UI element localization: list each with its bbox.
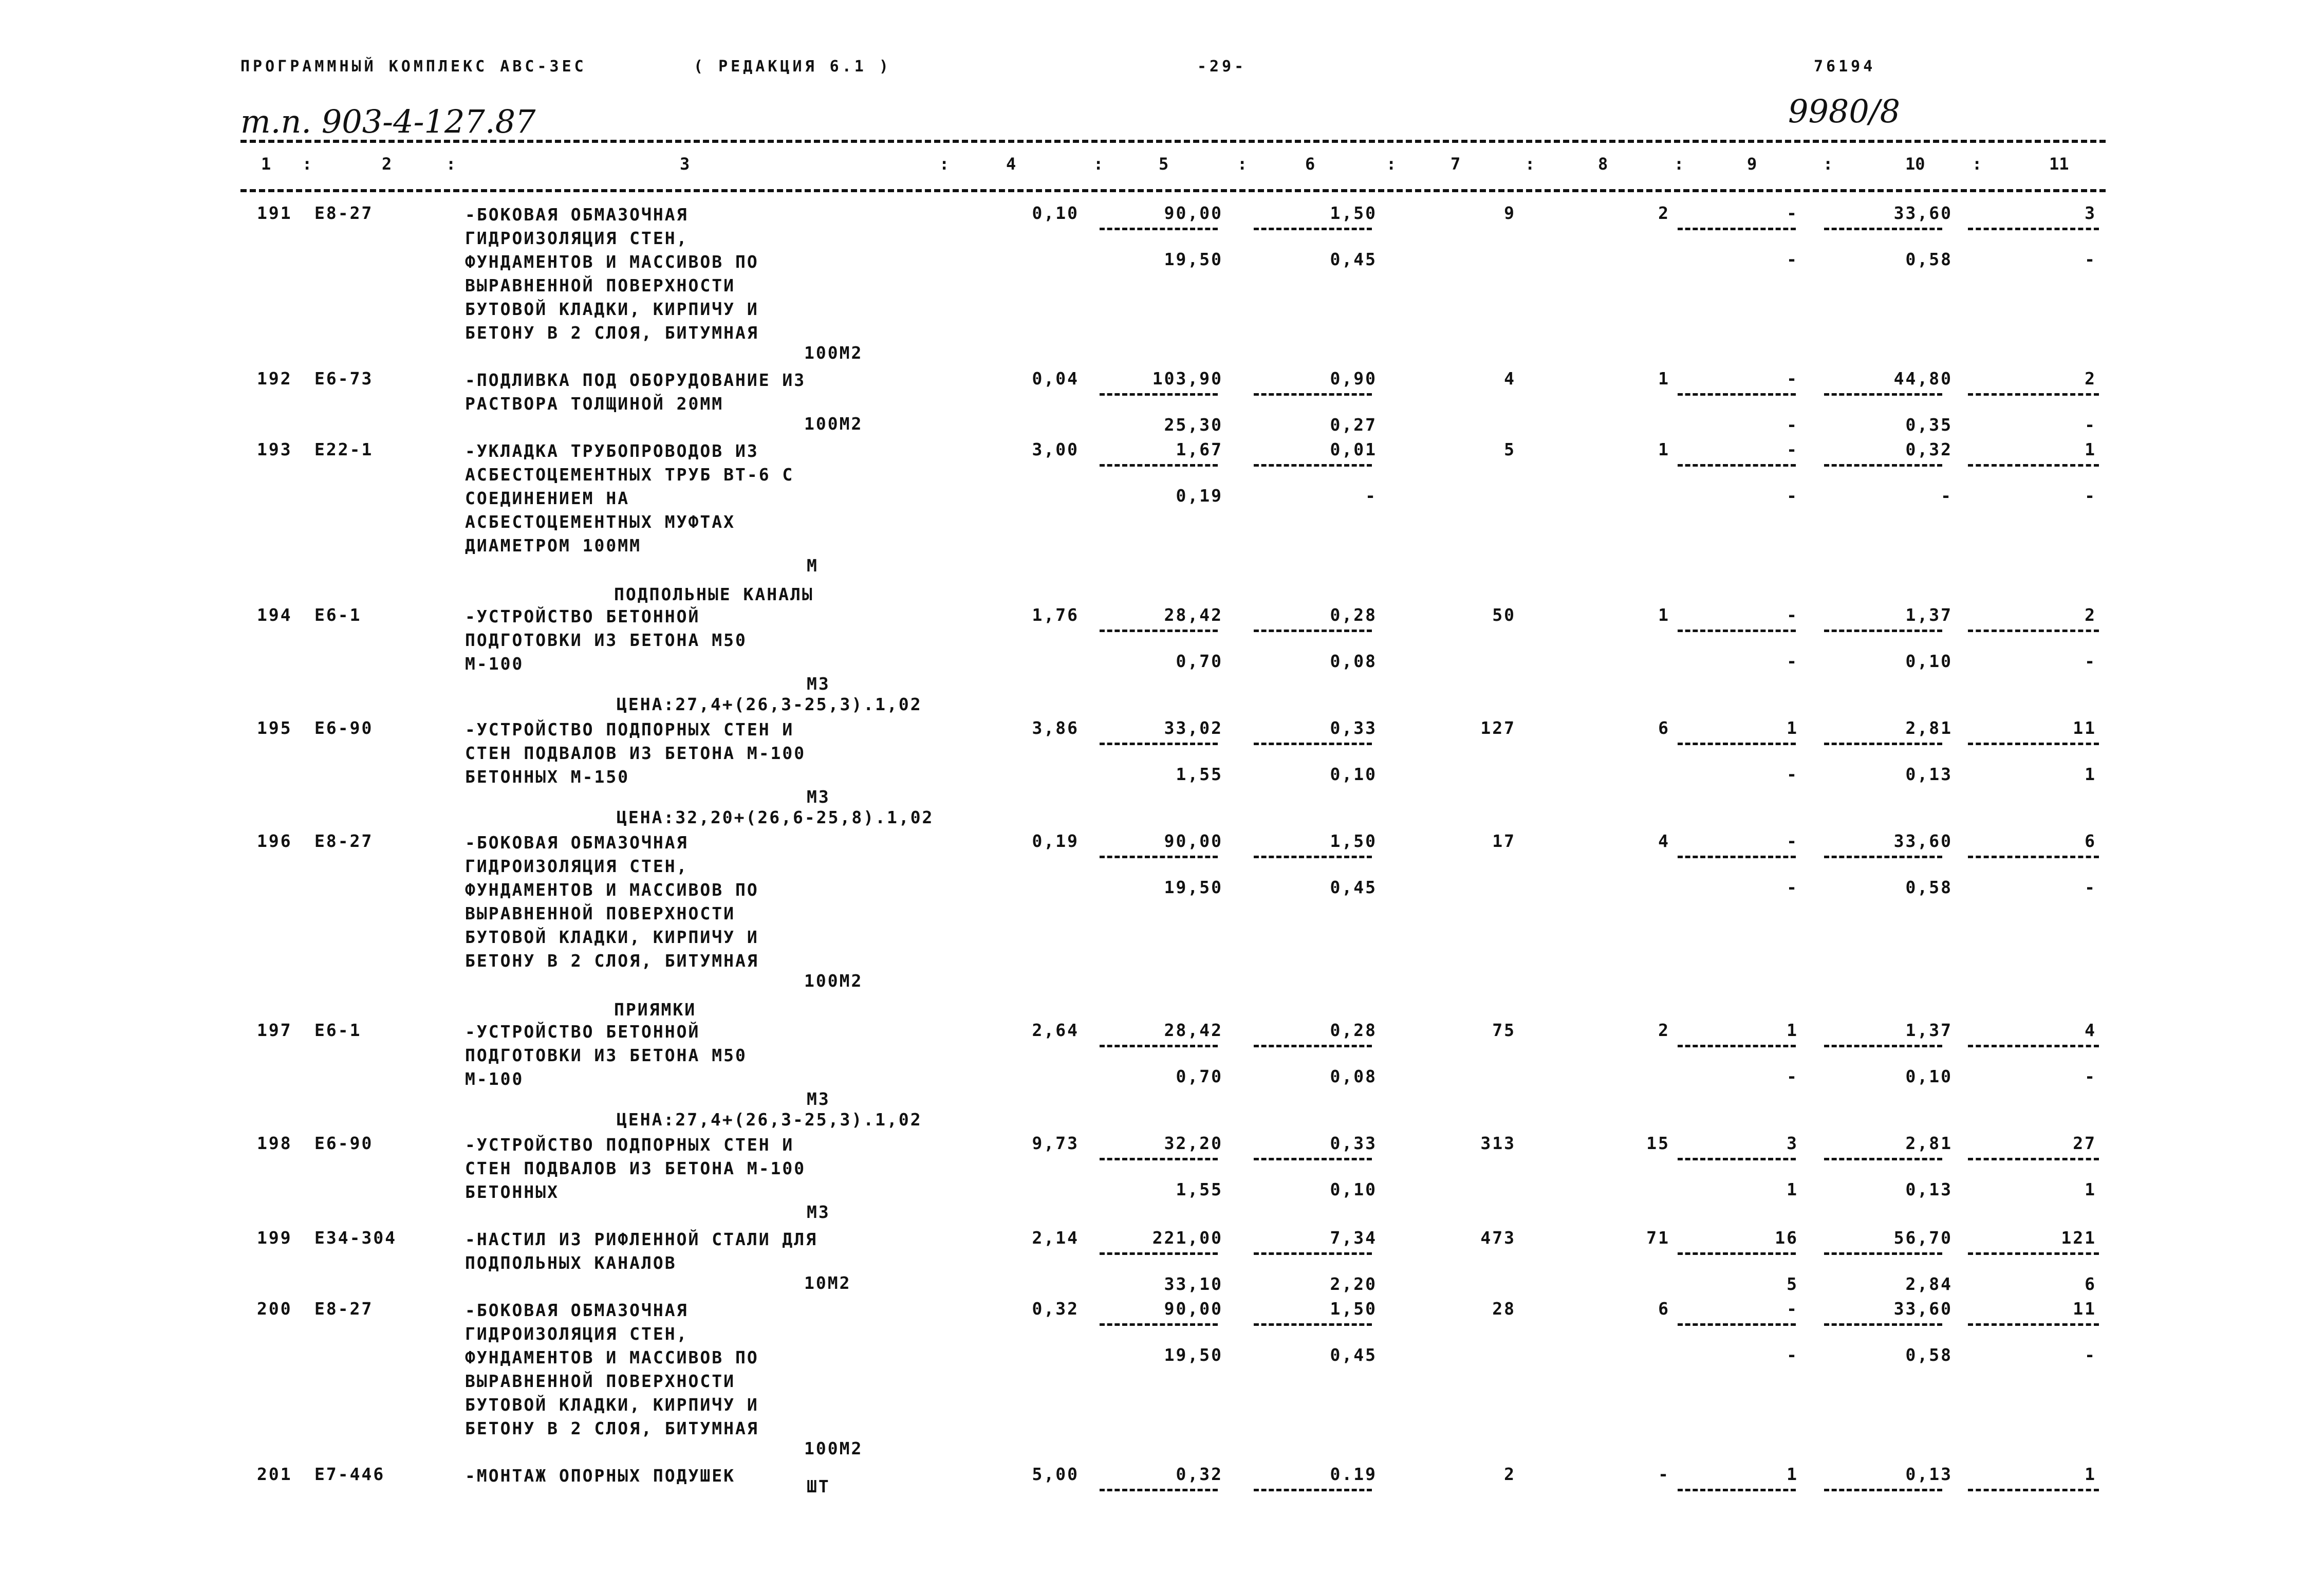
column-separator: : — [1823, 154, 1833, 174]
cell-col6-lower: 0,45 — [1330, 1345, 1377, 1365]
cell-divider — [1678, 1489, 1796, 1491]
cell-divider — [1678, 856, 1796, 858]
cell-divider — [1678, 1158, 1796, 1160]
column-number: 11 — [2049, 154, 2069, 174]
cell-col11: 4 — [2085, 1020, 2096, 1040]
cell-divider — [1824, 228, 1942, 230]
row-quantity: 9,73 — [1032, 1133, 1079, 1153]
cell-divider — [1678, 393, 1796, 396]
cell-col10: 2,81 — [1905, 718, 1953, 738]
row-number: 196 — [257, 831, 292, 851]
row-unit: 100М2 — [804, 971, 863, 991]
cell-col6: 1,50 — [1330, 831, 1377, 851]
cell-col9-lower: 5 — [1787, 1274, 1798, 1294]
cell-divider — [1100, 630, 1218, 632]
column-separator: : — [1525, 154, 1535, 174]
cell-divider — [1678, 630, 1796, 632]
row-number: 193 — [257, 439, 292, 459]
row-code: Е6-1 — [314, 605, 362, 625]
cell-col5: 221,00 — [1152, 1228, 1223, 1248]
row-description: -БОКОВАЯ ОБМАЗОЧНАЯ ГИДРОИЗОЛЯЦИЯ СТЕН, ФУНДАМЕНТОВ И МАССИВОВ ПО ВЫРАВНЕННОЙ ПОВЕРХНОСТИ БУТОВОЙ КЛАДКИ, КИРПИЧУ И БЕТОНУ В 2 СЛОЯ, БИТУМНАЯ — [465, 833, 759, 971]
cell-col10-lower: 0,58 — [1905, 877, 1953, 897]
cell-divider — [1824, 856, 1942, 858]
row-unit: М3 — [807, 674, 830, 694]
cell-col8: 6 — [1658, 718, 1670, 738]
row-unit: М3 — [807, 1202, 830, 1222]
row-code: Е8-27 — [314, 1299, 374, 1319]
header-divider-bottom — [240, 189, 2106, 192]
cell-divider — [1968, 743, 2099, 745]
column-number: 9 — [1747, 154, 1757, 174]
column-number: 6 — [1305, 154, 1315, 174]
cell-col8: 15 — [1646, 1133, 1670, 1153]
row-code: Е22-1 — [314, 439, 374, 459]
cell-divider — [1100, 743, 1218, 745]
row-description: -ПОДЛИВКА ПОД ОБОРУДОВАНИЕ ИЗ РАСТВОРА ТОЛЩИНОЙ 20ММ — [465, 370, 806, 414]
column-number: 1 — [261, 154, 271, 174]
column-number: 4 — [1006, 154, 1016, 174]
cell-divider — [1968, 630, 2099, 632]
column-separator: : — [446, 154, 456, 174]
cell-divider — [1100, 856, 1218, 858]
column-number: 2 — [382, 154, 392, 174]
cell-col10-lower: 0,58 — [1905, 249, 1953, 269]
cell-col9-lower: - — [1787, 415, 1798, 435]
cell-divider — [1100, 1252, 1218, 1255]
row-unit: М3 — [807, 1089, 830, 1109]
row-number: 198 — [257, 1133, 292, 1153]
cell-col10: 56,70 — [1893, 1228, 1953, 1248]
cell-col8: 1 — [1658, 605, 1670, 625]
cell-col7: 4 — [1504, 368, 1516, 389]
cell-divider — [1824, 743, 1942, 745]
row-number: 191 — [257, 203, 292, 223]
row-quantity: 2,64 — [1032, 1020, 1079, 1040]
cell-col10-lower: 2,84 — [1905, 1274, 1953, 1294]
column-separator: : — [1972, 154, 1982, 174]
column-separator: : — [1237, 154, 1248, 174]
row-code: Е34-304 — [314, 1228, 397, 1248]
cell-col10: 1,37 — [1905, 605, 1953, 625]
cell-col5: 32,20 — [1164, 1133, 1223, 1153]
cell-col6-lower: 0,10 — [1330, 1179, 1377, 1199]
cell-col7: 75 — [1492, 1020, 1516, 1040]
cell-col8: 1 — [1658, 439, 1670, 459]
cell-col6-lower: 0,10 — [1330, 764, 1377, 784]
cell-col10: 33,60 — [1893, 1299, 1953, 1319]
cell-col9-lower: - — [1787, 1345, 1798, 1365]
cell-col11-lower: - — [2085, 877, 2096, 897]
cell-divider — [1824, 393, 1942, 396]
cell-col10-lower: - — [1941, 486, 1953, 506]
cell-divider — [1100, 1323, 1218, 1326]
cell-col10-lower: 0,13 — [1905, 1179, 1953, 1199]
cell-col9-lower: - — [1787, 877, 1798, 897]
cell-divider — [1824, 1045, 1942, 1047]
cell-col8: 2 — [1658, 203, 1670, 223]
cell-col9: - — [1787, 203, 1798, 223]
cell-col5: 28,42 — [1164, 605, 1223, 625]
cell-col11-lower: - — [2085, 1066, 2096, 1086]
row-description: -УСТРОЙСТВО БЕТОННОЙ ПОДГОТОВКИ ИЗ БЕТОНА М50 М-100 — [465, 606, 747, 674]
cell-col11: 11 — [2073, 718, 2096, 738]
row-quantity: 0,19 — [1032, 831, 1079, 851]
handwritten-number: 9980/8 — [1788, 93, 1901, 130]
cell-divider — [1678, 1252, 1796, 1255]
cell-col6: 1,50 — [1330, 203, 1377, 223]
row-code: Е7-446 — [314, 1464, 385, 1484]
cell-col10: 1,37 — [1905, 1020, 1953, 1040]
row-number: 192 — [257, 368, 292, 389]
cell-col9-lower: 1 — [1787, 1179, 1798, 1199]
cell-divider — [1968, 1158, 2099, 1160]
cell-col9-lower: - — [1787, 1066, 1798, 1086]
cell-divider — [1100, 1158, 1218, 1160]
row-number: 201 — [257, 1464, 292, 1484]
cell-col5: 90,00 — [1164, 1299, 1223, 1319]
cell-col8: 1 — [1658, 368, 1670, 389]
cell-col11: 3 — [2085, 203, 2096, 223]
cell-divider — [1678, 743, 1796, 745]
cell-col11: 1 — [2085, 1464, 2096, 1484]
cell-col5-lower: 1,55 — [1176, 1179, 1223, 1199]
cell-col5: 90,00 — [1164, 203, 1223, 223]
cell-col10: 33,60 — [1893, 831, 1953, 851]
cell-divider — [1100, 228, 1218, 230]
cell-divider — [1824, 1489, 1942, 1491]
section-heading: ПРИЯМКИ — [614, 1000, 697, 1020]
cell-divider — [1254, 1045, 1372, 1047]
row-price-formula: ЦЕНА:32,20+(26,6-25,8).1,02 — [617, 807, 934, 827]
cell-col10-lower: 0,58 — [1905, 1345, 1953, 1365]
row-description: -УКЛАДКА ТРУБОПРОВОДОВ ИЗ АСБЕСТОЦЕМЕНТНЫХ ТРУБ ВТ-6 С СОЕДИНЕНИЕМ НА АСБЕСТОЦЕМЕНТНЫХ МУФТАХ ДИАМЕТРОМ 100ММ — [465, 441, 794, 556]
row-code: Е6-90 — [314, 718, 374, 738]
cell-col5: 90,00 — [1164, 831, 1223, 851]
cell-col5-lower: 1,55 — [1176, 764, 1223, 784]
row-price-formula: ЦЕНА:27,4+(26,3-25,3).1,02 — [617, 1110, 922, 1130]
cell-divider — [1824, 1252, 1942, 1255]
cell-col9: - — [1787, 1299, 1798, 1319]
cell-divider — [1254, 464, 1372, 467]
cell-col6: 0.19 — [1330, 1464, 1377, 1484]
row-quantity: 5,00 — [1032, 1464, 1079, 1484]
cell-divider — [1968, 1045, 2099, 1047]
cell-divider — [1254, 1489, 1372, 1491]
cell-col10-lower: 0,35 — [1905, 415, 1953, 435]
cell-col5-lower: 25,30 — [1164, 415, 1223, 435]
cell-col5-lower: 0,70 — [1176, 651, 1223, 671]
edition-label: ( РЕДАКЦИЯ 6.1 ) — [694, 58, 891, 76]
cell-col11-lower: - — [2085, 415, 2096, 435]
cell-col6: 0,33 — [1330, 718, 1377, 738]
row-price-formula: ЦЕНА:27,4+(26,3-25,3).1,02 — [617, 694, 922, 714]
cell-col8: 6 — [1658, 1299, 1670, 1319]
cell-col6-lower: 0,27 — [1330, 415, 1377, 435]
cell-col9-lower: - — [1787, 764, 1798, 784]
column-separator: : — [1093, 154, 1104, 174]
column-number: 10 — [1905, 154, 1925, 174]
column-separator: : — [302, 154, 312, 174]
cell-col11-lower: 1 — [2085, 764, 2096, 784]
cell-col6-lower: 0,45 — [1330, 249, 1377, 269]
row-quantity: 3,00 — [1032, 439, 1079, 459]
cell-col10: 33,60 — [1893, 203, 1953, 223]
cell-divider — [1678, 1045, 1796, 1047]
section-heading: ПОДПОЛЬНЫЕ КАНАЛЫ — [614, 584, 814, 604]
cell-col7: 473 — [1480, 1228, 1516, 1248]
cell-col6: 0,28 — [1330, 1020, 1377, 1040]
cell-col11: 27 — [2073, 1133, 2096, 1153]
cell-col8: 71 — [1646, 1228, 1670, 1248]
cell-col10-lower: 0,10 — [1905, 1066, 1953, 1086]
row-quantity: 1,76 — [1032, 605, 1079, 625]
cell-col8: 2 — [1658, 1020, 1670, 1040]
cell-col8: 4 — [1658, 831, 1670, 851]
row-quantity: 0,10 — [1032, 203, 1079, 223]
cell-col11-lower: - — [2085, 651, 2096, 671]
cell-divider — [1824, 630, 1942, 632]
program-title: ПРОГРАММНЫЙ КОМПЛЕКС АВС-ЗЕС — [240, 58, 587, 76]
row-code: Е6-90 — [314, 1133, 374, 1153]
cell-divider — [1968, 1323, 2099, 1326]
cell-col9-lower: - — [1787, 249, 1798, 269]
cell-col6: 0,28 — [1330, 605, 1377, 625]
cell-col7: 9 — [1504, 203, 1516, 223]
cell-col5-lower: 33,10 — [1164, 1274, 1223, 1294]
cell-col10: 0,32 — [1905, 439, 1953, 459]
cell-divider — [1678, 228, 1796, 230]
cell-divider — [1254, 1323, 1372, 1326]
column-separator: : — [1674, 154, 1684, 174]
row-number: 199 — [257, 1228, 292, 1248]
column-number: 8 — [1598, 154, 1608, 174]
cell-col5: 103,90 — [1152, 368, 1223, 389]
cell-col11: 6 — [2085, 831, 2096, 851]
row-description: -МОНТАЖ ОПОРНЫХ ПОДУШЕК — [465, 1466, 735, 1486]
row-unit: 100М2 — [804, 343, 863, 363]
row-unit: 100М2 — [804, 1438, 863, 1458]
cell-col5-lower: 0,70 — [1176, 1066, 1223, 1086]
row-unit: ШТ — [807, 1476, 830, 1496]
cell-divider — [1100, 393, 1218, 396]
cell-col11-lower: - — [2085, 1345, 2096, 1365]
cell-col5-lower: 19,50 — [1164, 877, 1223, 897]
row-quantity: 3,86 — [1032, 718, 1079, 738]
cell-col5: 33,02 — [1164, 718, 1223, 738]
cell-col10: 44,80 — [1893, 368, 1953, 389]
cell-col11-lower: 1 — [2085, 1179, 2096, 1199]
project-number: т.п. 903-4-127.87 — [240, 103, 536, 140]
cell-col9: 3 — [1787, 1133, 1798, 1153]
row-code: Е8-27 — [314, 203, 374, 223]
cell-col11: 2 — [2085, 605, 2096, 625]
cell-divider — [1968, 856, 2099, 858]
row-quantity: 0,32 — [1032, 1299, 1079, 1319]
cell-col7: 50 — [1492, 605, 1516, 625]
cell-divider — [1824, 1158, 1942, 1160]
row-quantity: 0,04 — [1032, 368, 1079, 389]
cell-divider — [1678, 1323, 1796, 1326]
row-code: Е8-27 — [314, 831, 374, 851]
document-number: 76194 — [1814, 58, 1876, 76]
cell-divider — [1100, 464, 1218, 467]
column-number: 7 — [1451, 154, 1461, 174]
column-separator: : — [1386, 154, 1397, 174]
cell-col9: - — [1787, 368, 1798, 389]
row-number: 194 — [257, 605, 292, 625]
cell-col5: 28,42 — [1164, 1020, 1223, 1040]
cell-col11-lower: - — [2085, 249, 2096, 269]
cell-col9-lower: - — [1787, 651, 1798, 671]
cell-divider — [1100, 1045, 1218, 1047]
cell-col6: 0,01 — [1330, 439, 1377, 459]
row-number: 200 — [257, 1299, 292, 1319]
cell-col11: 1 — [2085, 439, 2096, 459]
cell-divider — [1968, 464, 2099, 467]
cell-col9: - — [1787, 605, 1798, 625]
cell-divider — [1254, 393, 1372, 396]
cell-col9: - — [1787, 831, 1798, 851]
cell-col7: 2 — [1504, 1464, 1516, 1484]
cell-col9: - — [1787, 439, 1798, 459]
cell-col6-lower: - — [1365, 486, 1377, 506]
cell-divider — [1968, 228, 2099, 230]
cell-col6: 7,34 — [1330, 1228, 1377, 1248]
cell-col6-lower: 0,08 — [1330, 651, 1377, 671]
cell-col9: 1 — [1787, 718, 1798, 738]
row-number: 195 — [257, 718, 292, 738]
cell-col7: 313 — [1480, 1133, 1516, 1153]
cell-col9: 1 — [1787, 1464, 1798, 1484]
column-number: 5 — [1159, 154, 1169, 174]
row-description: -НАСТИЛ ИЗ РИФЛЕННОЙ СТАЛИ ДЛЯ ПОДПОЛЬНЫХ КАНАЛОВ — [465, 1229, 818, 1273]
cell-divider — [1678, 464, 1796, 467]
page-number: -29- — [1197, 58, 1247, 76]
column-numbers-row — [240, 154, 2106, 175]
cell-divider — [1254, 1252, 1372, 1255]
cell-col6-lower: 0,08 — [1330, 1066, 1377, 1086]
cell-col5-lower: 0,19 — [1176, 486, 1223, 506]
row-description: -БОКОВАЯ ОБМАЗОЧНАЯ ГИДРОИЗОЛЯЦИЯ СТЕН, ФУНДАМЕНТОВ И МАССИВОВ ПО ВЫРАВНЕННОЙ ПОВЕРХНОСТИ БУТОВОЙ КЛАДКИ, КИРПИЧУ И БЕТОНУ В 2 СЛОЯ, БИТУМНАЯ — [465, 1300, 759, 1438]
cell-col7: 28 — [1492, 1299, 1516, 1319]
cell-col5-lower: 19,50 — [1164, 1345, 1223, 1365]
cell-divider — [1968, 1252, 2099, 1255]
row-number: 197 — [257, 1020, 292, 1040]
cell-col7: 5 — [1504, 439, 1516, 459]
cell-divider — [1254, 1158, 1372, 1160]
row-description: -УСТРОЙСТВО ПОДПОРНЫХ СТЕН И СТЕН ПОДВАЛОВ ИЗ БЕТОНА М-100 БЕТОННЫХ М-150 — [465, 719, 806, 787]
row-description: -БОКОВАЯ ОБМАЗОЧНАЯ ГИДРОИЗОЛЯЦИЯ СТЕН, ФУНДАМЕНТОВ И МАССИВОВ ПО ВЫРАВНЕННОЙ ПОВЕРХНОСТИ БУТОВОЙ КЛАДКИ, КИРПИЧУ И БЕТОНУ В 2 СЛОЯ, БИТУМНАЯ — [465, 205, 759, 343]
cell-divider — [1968, 1489, 2099, 1491]
cell-col6: 0,90 — [1330, 368, 1377, 389]
cell-divider — [1254, 228, 1372, 230]
cell-col11: 11 — [2073, 1299, 2096, 1319]
cell-divider — [1968, 393, 2099, 396]
cell-col6: 1,50 — [1330, 1299, 1377, 1319]
column-number: 3 — [680, 154, 690, 174]
cell-col6-lower: 2,20 — [1330, 1274, 1377, 1294]
cell-col5-lower: 19,50 — [1164, 249, 1223, 269]
cell-col7: 17 — [1492, 831, 1516, 851]
row-unit: 10М2 — [804, 1273, 851, 1293]
cell-divider — [1254, 630, 1372, 632]
cell-col11-lower: - — [2085, 486, 2096, 506]
row-unit: 100М2 — [804, 414, 863, 434]
cell-divider — [1100, 1489, 1218, 1491]
cell-divider — [1824, 1323, 1942, 1326]
cell-divider — [1254, 743, 1372, 745]
row-unit: М — [807, 556, 819, 576]
cell-col11-lower: 6 — [2085, 1274, 2096, 1294]
cell-col10-lower: 0,13 — [1905, 764, 1953, 784]
row-description: -УСТРОЙСТВО ПОДПОРНЫХ СТЕН И СТЕН ПОДВАЛОВ ИЗ БЕТОНА М-100 БЕТОННЫХ — [465, 1135, 806, 1202]
row-code: Е6-1 — [314, 1020, 362, 1040]
cell-col6: 0,33 — [1330, 1133, 1377, 1153]
cell-col9: 16 — [1775, 1228, 1798, 1248]
header-divider-top — [240, 140, 2106, 143]
cell-col10: 2,81 — [1905, 1133, 1953, 1153]
cell-col5: 1,67 — [1176, 439, 1223, 459]
row-unit: М3 — [807, 787, 830, 807]
cell-col9-lower: - — [1787, 486, 1798, 506]
cell-col9: 1 — [1787, 1020, 1798, 1040]
cell-divider — [1254, 856, 1372, 858]
row-description: -УСТРОЙСТВО БЕТОННОЙ ПОДГОТОВКИ ИЗ БЕТОНА М50 М-100 — [465, 1022, 747, 1089]
row-quantity: 2,14 — [1032, 1228, 1079, 1248]
column-separator: : — [939, 154, 950, 174]
cell-col6-lower: 0,45 — [1330, 877, 1377, 897]
cell-col11: 2 — [2085, 368, 2096, 389]
cell-col8: - — [1658, 1464, 1670, 1484]
cell-col5: 0,32 — [1176, 1464, 1223, 1484]
cell-col11: 121 — [2061, 1228, 2096, 1248]
cell-col10: 0,13 — [1905, 1464, 1953, 1484]
cell-divider — [1824, 464, 1942, 467]
row-code: Е6-73 — [314, 368, 374, 389]
cell-col7: 127 — [1480, 718, 1516, 738]
cell-col10-lower: 0,10 — [1905, 651, 1953, 671]
